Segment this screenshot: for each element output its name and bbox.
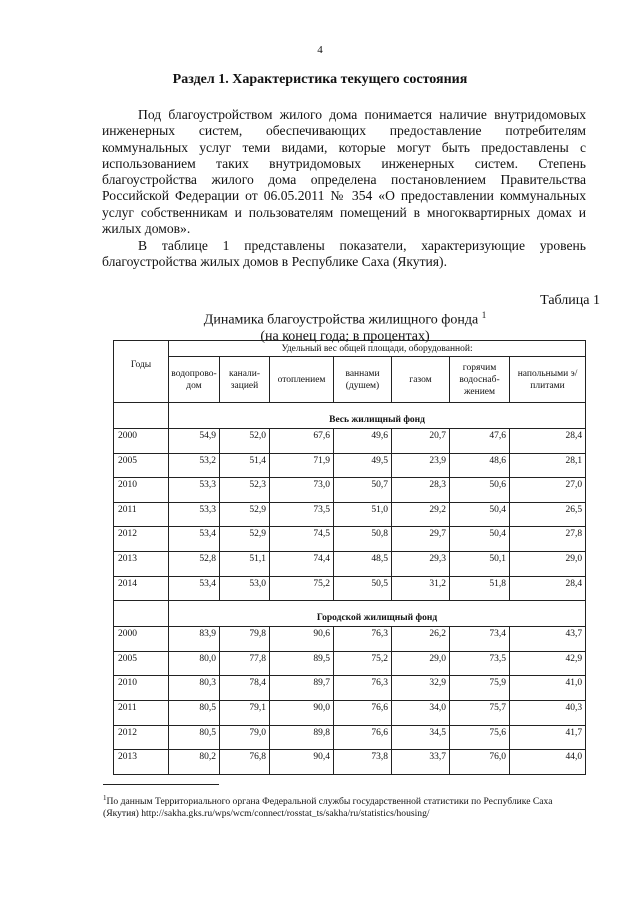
table-row <box>114 576 586 601</box>
value-cell: 73,8 <box>334 750 392 775</box>
value-cell: 41,7 <box>510 725 586 750</box>
table-title-main: Динамика благоустройства жилищного фонда <box>203 312 479 328</box>
table-row <box>114 725 586 750</box>
value-cell: 33,7 <box>392 750 450 775</box>
value-cell: 50,1 <box>450 551 510 576</box>
value-cell: 75,2 <box>270 576 334 601</box>
value-cell: 75,2 <box>334 651 392 676</box>
year-cell: 2000 <box>114 429 169 454</box>
value-cell: 53,4 <box>169 576 220 601</box>
value-cell: 34,5 <box>392 725 450 750</box>
value-cell: 42,9 <box>510 651 586 676</box>
value-cell: 47,6 <box>450 429 510 454</box>
value-cell: 34,0 <box>392 700 450 725</box>
section-spacer-cell <box>114 403 169 429</box>
year-cell: 2010 <box>114 676 169 701</box>
column-header: водопрово-дом <box>169 357 220 403</box>
table-row <box>114 676 586 701</box>
value-cell: 90,4 <box>270 750 334 775</box>
value-cell: 50,6 <box>450 478 510 503</box>
value-cell: 31,2 <box>392 576 450 601</box>
value-cell: 52,9 <box>220 527 270 552</box>
table-row <box>114 429 586 454</box>
section-spacer-cell <box>114 601 169 627</box>
value-cell: 75,6 <box>450 725 510 750</box>
year-cell: 2005 <box>114 453 169 478</box>
value-cell: 50,4 <box>450 502 510 527</box>
year-cell: 2012 <box>114 725 169 750</box>
value-cell: 74,5 <box>270 527 334 552</box>
value-cell: 48,5 <box>334 551 392 576</box>
table-label: Таблица 1 <box>540 293 600 308</box>
value-cell: 53,2 <box>169 453 220 478</box>
value-cell: 53,3 <box>169 478 220 503</box>
value-cell: 28,1 <box>510 453 586 478</box>
value-cell: 27,8 <box>510 527 586 552</box>
value-cell: 75,7 <box>450 700 510 725</box>
value-cell: 73,5 <box>450 651 510 676</box>
table-row <box>114 651 586 676</box>
paragraph-table-reference: В таблице 1 представлены показатели, характеризующие уровень благоустройства жилых домов в Республике Саха (Якутия). <box>102 238 586 270</box>
value-cell: 76,8 <box>220 750 270 775</box>
column-group-header: Удельный вес общей площади, оборудованной: <box>169 341 586 357</box>
column-header-years: Годы <box>114 341 169 403</box>
column-header: отоплением <box>270 357 334 403</box>
table-row <box>114 453 586 478</box>
footnote-text: По данным Территориального органа Федеральной службы государственной статистики по Республике Саха (Якутия) http://sakha.gks.ru/wps/wcm/connect/rosstat_ts/sakha/ru/statistics/housing/ <box>103 796 553 820</box>
value-cell: 44,0 <box>510 750 586 775</box>
year-cell: 2000 <box>114 627 169 652</box>
value-cell: 89,8 <box>270 725 334 750</box>
value-cell: 90,0 <box>270 700 334 725</box>
value-cell: 89,7 <box>270 676 334 701</box>
value-cell: 76,3 <box>334 627 392 652</box>
year-cell: 2010 <box>114 478 169 503</box>
value-cell: 79,0 <box>220 725 270 750</box>
year-cell: 2005 <box>114 651 169 676</box>
value-cell: 76,6 <box>334 725 392 750</box>
value-cell: 23,9 <box>392 453 450 478</box>
value-cell: 83,9 <box>169 627 220 652</box>
value-cell: 28,3 <box>392 478 450 503</box>
year-cell: 2011 <box>114 700 169 725</box>
value-cell: 29,0 <box>392 651 450 676</box>
value-cell: 50,7 <box>334 478 392 503</box>
value-cell: 28,4 <box>510 429 586 454</box>
value-cell: 75,9 <box>450 676 510 701</box>
table-row <box>114 502 586 527</box>
value-cell: 51,1 <box>220 551 270 576</box>
table-row <box>114 627 586 652</box>
value-cell: 80,5 <box>169 725 220 750</box>
section-title: Раздел 1. Характеристика текущего состояния <box>172 72 468 87</box>
value-cell: 73,0 <box>270 478 334 503</box>
value-cell: 52,9 <box>220 502 270 527</box>
value-cell: 40,3 <box>510 700 586 725</box>
value-cell: 26,5 <box>510 502 586 527</box>
value-cell: 73,5 <box>270 502 334 527</box>
value-cell: 49,6 <box>334 429 392 454</box>
column-header: газом <box>392 357 450 403</box>
value-cell: 89,5 <box>270 651 334 676</box>
value-cell: 90,6 <box>270 627 334 652</box>
footnote-mark: 1 <box>103 794 107 802</box>
value-cell: 53,4 <box>169 527 220 552</box>
value-cell: 53,3 <box>169 502 220 527</box>
page-number: 4 <box>317 44 323 56</box>
value-cell: 76,3 <box>334 676 392 701</box>
table-row <box>114 478 586 503</box>
value-cell: 48,6 <box>450 453 510 478</box>
value-cell: 43,7 <box>510 627 586 652</box>
value-cell: 29,7 <box>392 527 450 552</box>
footnote-reference: 1 <box>481 310 487 320</box>
value-cell: 20,7 <box>392 429 450 454</box>
value-cell: 51,0 <box>334 502 392 527</box>
column-header: горячим водоснаб-жением <box>450 357 510 403</box>
table-title <box>130 307 560 345</box>
year-cell: 2014 <box>114 576 169 601</box>
value-cell: 52,0 <box>220 429 270 454</box>
year-cell: 2013 <box>114 750 169 775</box>
section-title-cell: Городской жилищный фонд <box>169 601 586 627</box>
value-cell: 51,8 <box>450 576 510 601</box>
value-cell: 29,0 <box>510 551 586 576</box>
table-row <box>114 527 586 552</box>
table-row <box>114 551 586 576</box>
value-cell: 80,3 <box>169 676 220 701</box>
value-cell: 74,4 <box>270 551 334 576</box>
value-cell: 29,3 <box>392 551 450 576</box>
table-row <box>114 750 586 775</box>
value-cell: 79,8 <box>220 627 270 652</box>
column-header: ваннами (душем) <box>334 357 392 403</box>
value-cell: 41,0 <box>510 676 586 701</box>
value-cell: 29,2 <box>392 502 450 527</box>
column-header: канали-зацией <box>220 357 270 403</box>
value-cell: 73,4 <box>450 627 510 652</box>
value-cell: 51,4 <box>220 453 270 478</box>
value-cell: 80,5 <box>169 700 220 725</box>
value-cell: 50,8 <box>334 527 392 552</box>
value-cell: 50,5 <box>334 576 392 601</box>
value-cell: 49,5 <box>334 453 392 478</box>
value-cell: 80,0 <box>169 651 220 676</box>
value-cell: 76,0 <box>450 750 510 775</box>
footnote <box>103 792 583 820</box>
value-cell: 71,9 <box>270 453 334 478</box>
year-cell: 2011 <box>114 502 169 527</box>
value-cell: 52,8 <box>169 551 220 576</box>
value-cell: 76,6 <box>334 700 392 725</box>
value-cell: 28,4 <box>510 576 586 601</box>
value-cell: 52,3 <box>220 478 270 503</box>
value-cell: 32,9 <box>392 676 450 701</box>
value-cell: 80,2 <box>169 750 220 775</box>
footnote-divider <box>103 784 219 785</box>
year-cell: 2012 <box>114 527 169 552</box>
paragraph-intro: Под благоустройством жилого дома понимается наличие внутридомовых инженерных систем, обеспечивающих предоставление потребителям коммунальных услуг теми видами, которые могут быть предоставлены с использованием таких внутридомовых инженерных систем. Степень благоустройства жилого дома определена постановлением Правительства Российской Федерации от 06.05.2011 № 354 «О предоставлении коммунальных услуг собственникам и пользователям помещений в многоквартирных домах и жилых домов». <box>102 107 586 237</box>
column-header: напольными э/плитами <box>510 357 586 403</box>
housing-amenities-table <box>113 340 586 775</box>
section-title-cell: Весь жилищный фонд <box>169 403 586 429</box>
value-cell: 67,6 <box>270 429 334 454</box>
table-row <box>114 700 586 725</box>
value-cell: 26,2 <box>392 627 450 652</box>
table-title-units: (на конец года; в процентах) <box>260 328 430 344</box>
value-cell: 53,0 <box>220 576 270 601</box>
value-cell: 79,1 <box>220 700 270 725</box>
value-cell: 78,4 <box>220 676 270 701</box>
value-cell: 77,8 <box>220 651 270 676</box>
value-cell: 50,4 <box>450 527 510 552</box>
value-cell: 27,0 <box>510 478 586 503</box>
value-cell: 54,9 <box>169 429 220 454</box>
year-cell: 2013 <box>114 551 169 576</box>
